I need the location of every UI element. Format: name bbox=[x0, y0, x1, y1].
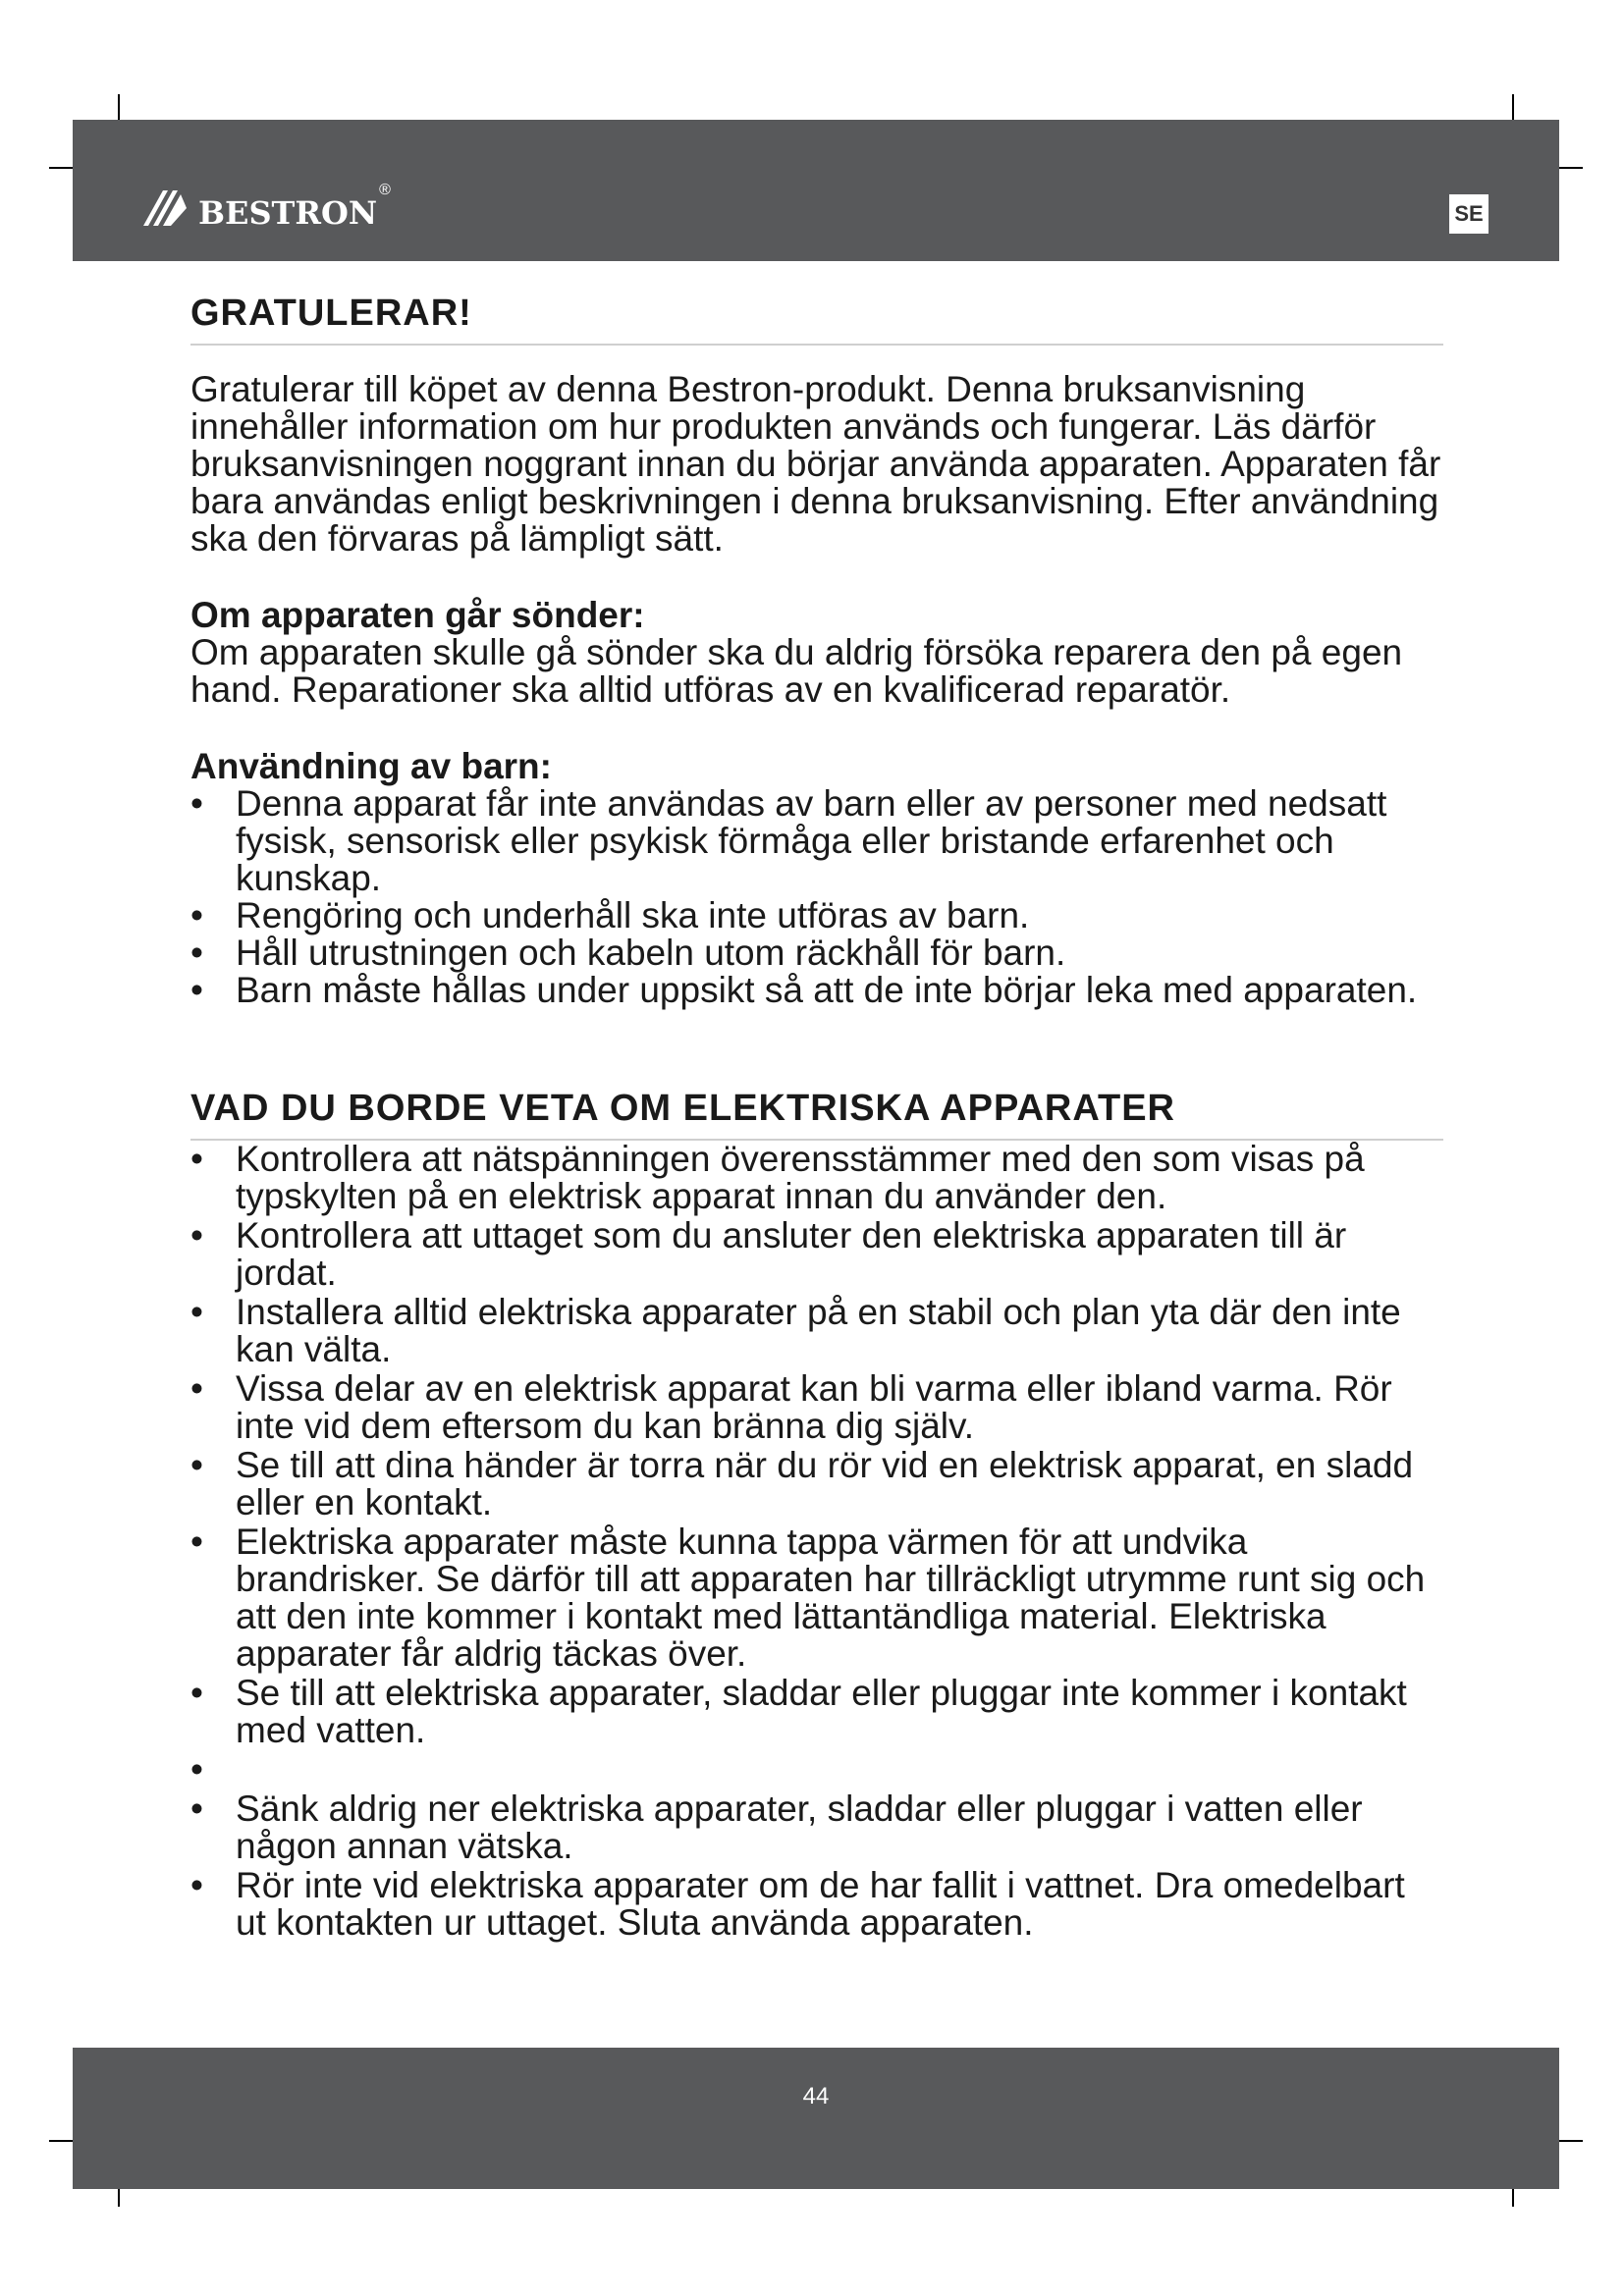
list-item bbox=[190, 1751, 1443, 1789]
brand-logo bbox=[141, 179, 391, 238]
brand-name: bestron bbox=[198, 182, 378, 235]
chevron-logo-icon bbox=[141, 188, 189, 228]
list-item: • Denna apparat får inte användas av barn eller av personer med nedsatt fysisk, sensorisk eller psykisk förmåga eller bristande erfarenhet och kunskap. bbox=[190, 785, 1443, 897]
page-number: 44 bbox=[802, 2083, 830, 2109]
list-item: • Installera alltid elektriska apparater på en stabil och plan yta där den inte kan välta. bbox=[190, 1294, 1443, 1368]
children-list bbox=[190, 785, 1443, 1009]
list-item: • Elektriska apparater måste kunna tappa värmen för att undvika brandrisker. Se därför till att apparaten har tillräckligt utrymme runt sig och att den inte kommer i kontakt med lättantändliga material. Elektriska apparater får aldrig täckas över. bbox=[190, 1523, 1443, 1673]
list-item: • Rengöring och underhåll ska inte utföras av barn. bbox=[190, 897, 1443, 934]
section-title-congrats: GRATULERAR! bbox=[190, 294, 1443, 346]
list-item: • Se till att dina händer är torra när du rör vid en elektrisk apparat, en sladd eller en kontakt. bbox=[190, 1447, 1443, 1522]
list-item: • Håll utrustningen och kabeln utom räckhåll för barn. bbox=[190, 934, 1443, 972]
section-title-electrical: VAD DU BORDE VETA OM ELEKTRISKA APPARATER bbox=[190, 1090, 1443, 1141]
language-badge: SE bbox=[1449, 194, 1489, 234]
list-item: • Se till att elektriska apparater, sladdar eller pluggar inte kommer i kontakt med vatten. bbox=[190, 1675, 1443, 1749]
list-item: • Barn måste hållas under uppsikt så att de inte börjar leka med apparaten. bbox=[190, 972, 1443, 1009]
registered-mark: ® bbox=[379, 182, 391, 198]
children-heading: Användning av barn: bbox=[190, 746, 552, 786]
header-bar bbox=[73, 120, 1559, 261]
intro-paragraph: Gratulerar till köpet av denna Bestron-produkt. Denna bruksanvisning innehåller information om hur produkten används och fungerar. Läs därför bruksanvisningen noggrant innan du börjar använda apparaten. Apparaten får bara användas enligt beskrivningen i denna bruksanvisning. Efter användning ska den förvaras på lämpligt sätt. bbox=[190, 369, 1441, 559]
broken-paragraph: Om apparaten skulle gå sönder ska du aldrig försöka reparera den på egen hand. Reparationer ska alltid utföras av en kvalificerad reparatör. bbox=[190, 632, 1403, 710]
list-item: • Vissa delar av en elektrisk apparat kan bli varma eller ibland varma. Rör inte vid dem eftersom du kan bränna dig själv. bbox=[190, 1370, 1443, 1445]
list-item: • Sänk aldrig ner elektriska apparater, sladdar eller pluggar i vatten eller någon annan vätska. bbox=[190, 1790, 1443, 1865]
list-item: • Rör inte vid elektriska apparater om de har fallit i vattnet. Dra omedelbart ut kontakten ur uttaget. Sluta använda apparaten. bbox=[190, 1867, 1443, 1942]
electrical-safety-list bbox=[190, 1141, 1443, 1942]
list-item: • Kontrollera att uttaget som du ansluter den elektriska apparaten till är jordat. bbox=[190, 1217, 1443, 1292]
footer-bar bbox=[73, 2048, 1559, 2189]
broken-heading: Om apparaten går sönder: bbox=[190, 595, 645, 635]
list-item: • Kontrollera att nätspänningen överensstämmer med den som visas på typskylten på en elektrisk apparat innan du använder den. bbox=[190, 1141, 1443, 1215]
page-content bbox=[190, 294, 1443, 1944]
